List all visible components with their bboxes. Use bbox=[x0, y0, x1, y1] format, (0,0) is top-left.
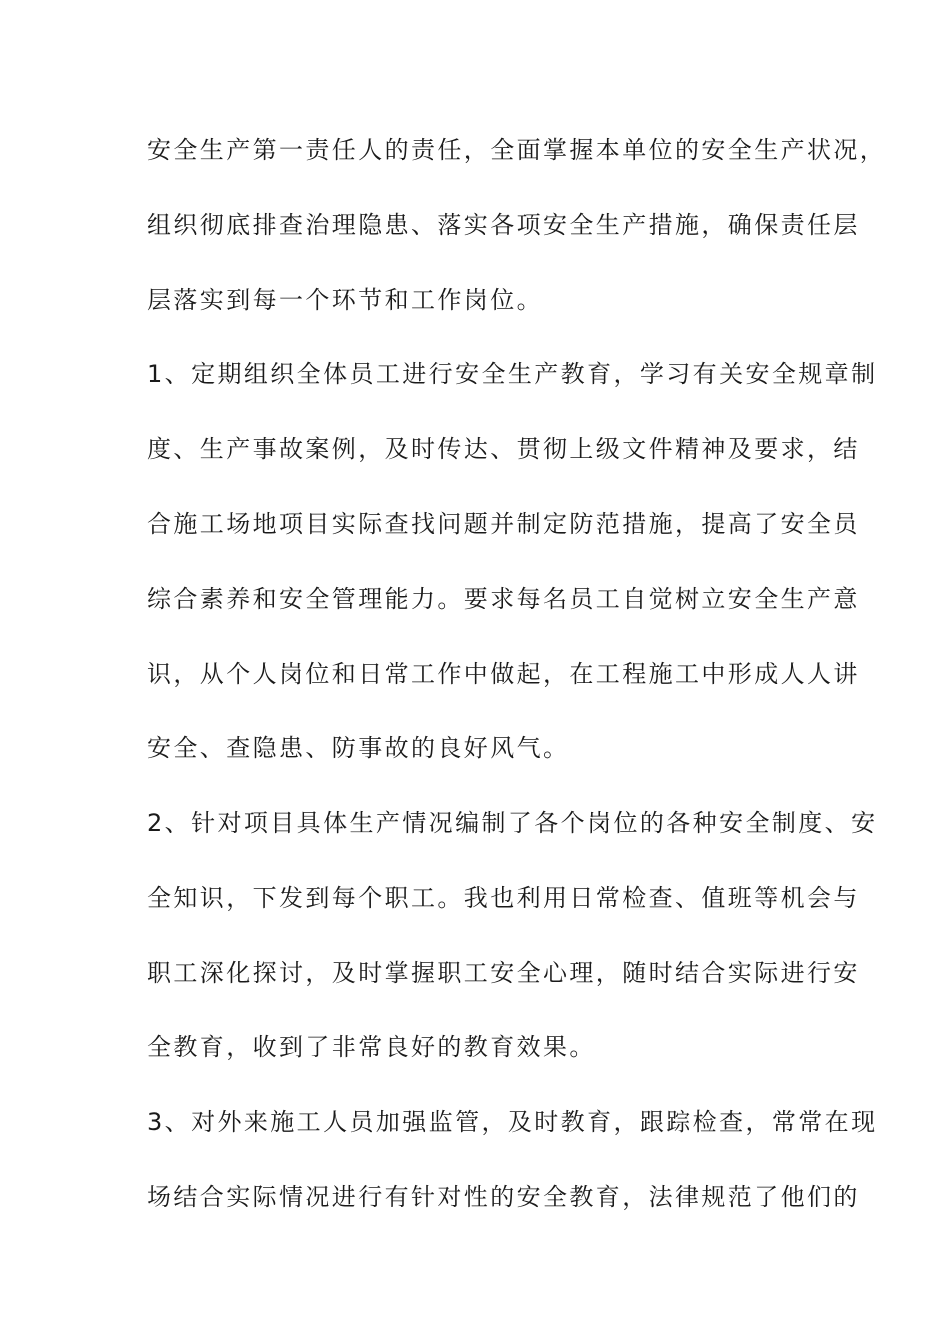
text-line: 安全、查隐患、防事故的良好风气。 bbox=[147, 734, 570, 762]
text-line: 2、针对项目具体生产情况编制了各个岗位的各种安全制度、安 bbox=[147, 809, 878, 837]
text-line: 综合素养和安全管理能力。要求每名员工自觉树立安全生产意 bbox=[147, 585, 860, 613]
text-line: 安全生产第一责任人的责任，全面掌握本单位的安全生产状况， bbox=[147, 136, 887, 164]
text-line: 职工深化探讨，及时掌握职工安全心理，随时结合实际进行安 bbox=[147, 959, 860, 987]
text-line: 全教育，收到了非常良好的教育效果。 bbox=[147, 1033, 596, 1061]
text-line: 1、定期组织全体员工进行安全生产教育，学习有关安全规章制 bbox=[147, 360, 878, 388]
text-line: 层落实到每一个环节和工作岗位。 bbox=[147, 286, 543, 314]
text-line: 组织彻底排查治理隐患、落实各项安全生产措施，确保责任层 bbox=[147, 211, 860, 239]
text-line: 合施工场地项目实际查找问题并制定防范措施，提高了安全员 bbox=[147, 510, 860, 538]
text-line: 场结合实际情况进行有针对性的安全教育，法律规范了他们的 bbox=[147, 1183, 860, 1211]
text-line: 识，从个人岗位和日常工作中做起，在工程施工中形成人人讲 bbox=[147, 660, 860, 688]
text-line: 全知识，下发到每个职工。我也利用日常检查、值班等机会与 bbox=[147, 884, 860, 912]
text-line: 3、对外来施工人员加强监管，及时教育，跟踪检查，常常在现 bbox=[147, 1108, 878, 1136]
text-line: 度、生产事故案例，及时传达、贯彻上级文件精神及要求，结 bbox=[147, 435, 860, 463]
